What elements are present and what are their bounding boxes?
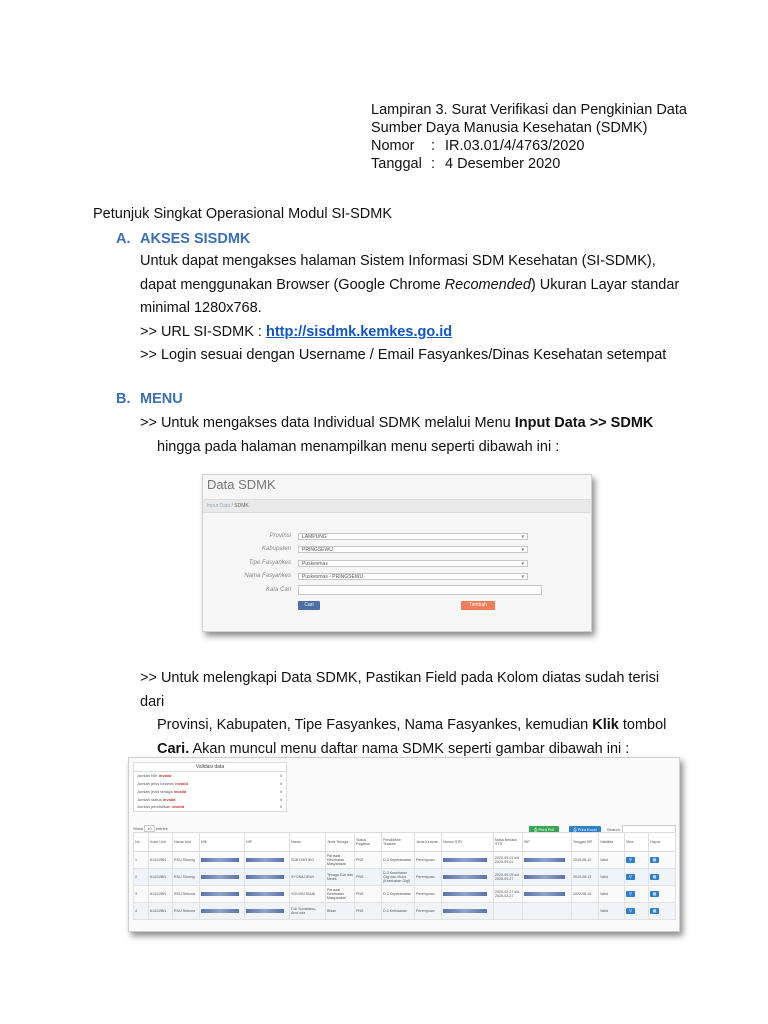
redacted-bar [246, 875, 284, 879]
cell-str-redacted [442, 886, 494, 903]
tanggal-label: Tanggal [371, 156, 422, 172]
table-header-row [134, 833, 676, 852]
section-a-letter: A. [116, 231, 131, 247]
cell-tgl-sip [572, 903, 599, 920]
kata-cari-label: Kata Cari [265, 587, 291, 593]
invalid-flag: invalid [162, 797, 176, 802]
section-a-line-2 [140, 274, 680, 298]
col-header[interactable]: Validitas [599, 833, 625, 852]
cell-sip-redacted [523, 852, 572, 869]
validasi-text: Jumlah jenis kelamin [137, 781, 176, 786]
cell-nip-redacted [245, 903, 290, 920]
validasi-count: 0 [280, 781, 283, 786]
cell-nama: YOUVIN SIANI [290, 886, 326, 903]
provinsi-label: Provinsi [269, 533, 291, 539]
redacted-bar [443, 909, 487, 913]
cell-nik-redacted [200, 903, 245, 920]
cell-nik-redacted [200, 886, 245, 903]
redacted-bar [524, 892, 565, 896]
table-row [134, 852, 676, 869]
col-header[interactable]: NIK [200, 833, 245, 852]
redacted-bar [443, 892, 487, 896]
menu-text: >> Untuk mengakses data Individual SDMK melalui Menu [140, 415, 515, 431]
tipe-fasyankes-label: Tipe Fasyankes [248, 560, 291, 566]
chevron-down-icon: ▾ [521, 574, 524, 580]
validasi-count: 0 [280, 773, 283, 778]
col-header[interactable]: Tanggal SIP [572, 833, 599, 852]
col-header[interactable]: Kode Unit [149, 833, 173, 852]
validasi-text: Jumlah pendidikan [137, 804, 172, 809]
data-sdmk-screenshot [202, 474, 592, 632]
sdmk-table [133, 832, 676, 920]
cell-no: 1 [134, 852, 149, 869]
breadcrumb [207, 503, 249, 509]
validasi-row [137, 804, 184, 809]
cell-view [625, 869, 649, 886]
table-row [134, 886, 676, 903]
print-icon: ⎙ [534, 827, 539, 832]
header-tanggal [371, 155, 687, 173]
cell-hapus [649, 903, 676, 920]
cell-jenis: Perawat Kesehatan Masyarakat [326, 852, 355, 869]
chevron-down-icon: ▾ [521, 561, 524, 567]
cell-jk: Perempuan [415, 852, 442, 869]
section-b-p2-line-2 [140, 714, 675, 738]
cell-unit: RSU Sebona [173, 903, 200, 920]
section-a-heading [116, 231, 250, 247]
breadcrumb-bar [203, 499, 591, 513]
url-line [140, 321, 680, 345]
cell-status: PNS [355, 886, 382, 903]
cell-validitas: Valid [599, 886, 625, 903]
cell-str-redacted [442, 903, 494, 920]
cell-sip-redacted [523, 869, 572, 886]
cell-status: PNS [355, 869, 382, 886]
table-row [134, 869, 676, 886]
cell-str-redacted [442, 869, 494, 886]
entries-control [133, 826, 168, 831]
cell-validitas: Valid [599, 869, 625, 886]
section-a-line-3: minimal 1280x768. [140, 300, 262, 316]
invalid-flag: invalid [173, 789, 187, 794]
sisdmk-url-link[interactable]: http://sisdmk.kemkes.go.id [265, 323, 453, 340]
nomor-value: IR.03.01/4/4763/2020 [445, 138, 585, 154]
col-header[interactable]: No [134, 833, 149, 852]
search-icon[interactable]: ⚲ [626, 891, 635, 897]
cell-nip-redacted [245, 886, 290, 903]
validasi-count: 0 [280, 804, 283, 809]
cell-status: PNS [355, 852, 382, 869]
cell-hapus [649, 886, 676, 903]
search-icon[interactable]: ⚲ [626, 874, 635, 880]
letter-header [371, 101, 687, 173]
entries-select[interactable]: 10 [144, 825, 154, 832]
redacted-bar [524, 875, 565, 879]
screenshot1-title: Data SDMK [207, 477, 276, 492]
validasi-count: 0 [280, 797, 283, 802]
validasi-panel [133, 762, 287, 812]
redacted-bar [524, 858, 565, 862]
tipe-fasyankes-value: Puskesmas [302, 561, 328, 567]
line2-text: dapat menggunakan Browser (Google Chrome [140, 276, 445, 293]
print-excel-label: Print Excel [577, 827, 597, 832]
cell-unit: RSU Siloong [173, 869, 200, 886]
header-nomor [371, 137, 687, 155]
kabupaten-value: PRINGSEWU [302, 547, 333, 553]
nama-fasyankes-label: Nama Fasyankes [244, 573, 291, 579]
cell-pendidikan: D-3 Kesehatan Gigi dan Mulut (Kesehatan Gigi) [382, 869, 415, 886]
p2-line3-text: Akan muncul menu daftar nama SDMK seperti gambar dibawah ini : [189, 740, 630, 757]
section-b-line-2: hingga pada halaman menampilkan menu seperti dibawah ini : [157, 438, 560, 455]
cell-pendidikan: D-3 Keperawatan [382, 852, 415, 869]
redacted-bar [201, 909, 239, 913]
kabupaten-label: Kabupaten [261, 546, 291, 552]
invalid-flag: invalid [175, 781, 188, 786]
header-line-2: Sumber Daya Manusia Kesehatan (SDMK) [371, 120, 648, 136]
cell-no: 4 [134, 903, 149, 920]
sdmk-list-screenshot [128, 757, 680, 932]
section-a-title: AKSES SISDMK [140, 231, 251, 247]
cell-unit: RSU Siloong [173, 852, 200, 869]
recomended-italic: Recomended [444, 276, 531, 293]
section-b-heading [116, 391, 183, 407]
section-b-para-1 [140, 412, 680, 459]
nama-fasyankes-select[interactable] [298, 573, 528, 580]
cell-hapus [649, 852, 676, 869]
cell-kode: 6141/2BN [149, 852, 173, 869]
cell-masa: 2020-03-27 s/d 2025-03-27 [494, 886, 523, 903]
validasi-row [137, 797, 175, 802]
breadcrumb-current: SDMK [234, 503, 249, 509]
redacted-bar [443, 875, 487, 879]
cell-pendidikan: D-3 Kebidanan [382, 903, 415, 920]
trash-icon[interactable]: ▦ [650, 908, 659, 914]
nomor-colon: : [431, 138, 436, 154]
p2-line2-text: Provinsi, Kabupaten, Tipe Fasyankes, Nama Fasyankes, kemudian [157, 717, 593, 733]
cell-jenis: Tenaga Gizi dan Medis [326, 869, 355, 886]
header-line-1: Lampiran 3. Surat Verifikasi dan Pengkinian Data [371, 102, 687, 118]
cell-view [625, 903, 649, 920]
section-b-p2-line-1: >> Untuk melengkapi Data SDMK, Pastikan Field pada Kolom diatas sudah terisi dari [140, 670, 660, 710]
validasi-text: Jumlah jenis tenaga [137, 789, 174, 794]
menu-arrow: >> [585, 415, 611, 431]
trash-icon[interactable]: ▦ [650, 857, 659, 863]
kabupaten-select[interactable] [298, 546, 528, 553]
section-b-para-2 [140, 667, 675, 761]
line2-text-end: ) Ukuran Layar standar [530, 276, 680, 293]
invalid-flag: invalid [158, 773, 172, 778]
url-label: >> URL SI-SDMK : [140, 323, 266, 340]
print-icon: ⎙ [573, 827, 578, 832]
cari-bold: Cari. [157, 740, 190, 757]
klik-bold: Klik [592, 717, 619, 733]
cell-validitas: Valid [599, 903, 625, 920]
invalid-flag: invalid [171, 804, 185, 809]
col-header[interactable]: Jenis Tenaga [326, 833, 355, 852]
cell-tgl-sip: 2019-08-13 [572, 869, 599, 886]
cell-jk: Perempuan [415, 903, 442, 920]
col-header[interactable]: Nama Unit [173, 833, 200, 852]
cell-tgl-sip: 2019-06-12 [572, 852, 599, 869]
cell-jenis: Perawat Kesehatan Masyarakat [326, 886, 355, 903]
section-a-line-1: Untuk dapat mengakses halaman Sistem Informasi SDM Kesehatan (SI-SDMK), [140, 253, 656, 269]
cell-kode: 6141/2BN [149, 869, 173, 886]
cell-view [625, 852, 649, 869]
cell-nip-redacted [245, 852, 290, 869]
nama-fasyankes-value: Puskesmas - PRINGSEWU [302, 574, 364, 580]
col-header[interactable]: NIP [245, 833, 290, 852]
validasi-title: Validasi data [134, 763, 286, 772]
tanggal-value: 4 Desember 2020 [445, 156, 561, 172]
cell-jenis: Bidan [326, 903, 355, 920]
search-label: Search: [607, 827, 621, 832]
validasi-row [137, 773, 171, 778]
provinsi-value: LAMPUNG [302, 534, 327, 540]
cell-jk: Perempuan [415, 869, 442, 886]
col-header[interactable]: Hapus [649, 833, 676, 852]
print-pdf-label: Print Pdf [538, 827, 554, 832]
validasi-row [137, 789, 186, 794]
entries-label: entries [155, 826, 168, 831]
col-header[interactable]: Status Pegawai [355, 833, 382, 852]
breadcrumb-home[interactable]: Input Data [207, 503, 231, 509]
col-header[interactable]: Nomor STR [442, 833, 494, 852]
tanggal-colon: : [431, 156, 436, 172]
redacted-bar [201, 875, 239, 879]
validasi-row [137, 781, 188, 786]
redacted-bar [443, 858, 487, 862]
cell-validitas: Valid [599, 852, 625, 869]
trash-icon[interactable]: ▦ [650, 891, 659, 897]
cell-no: 3 [134, 886, 149, 903]
validasi-count: 0 [280, 789, 283, 794]
cell-str-redacted [442, 852, 494, 869]
cell-nama: CUI Sumidamu, Amd sda [290, 903, 326, 920]
redacted-bar [201, 892, 239, 896]
cell-masa [494, 903, 523, 920]
search-icon[interactable]: ⚲ [626, 857, 635, 863]
cell-pendidikan: D-3 Keperawatan [382, 886, 415, 903]
cell-nama: SUBYANTIKO [290, 852, 326, 869]
cell-masa: 2020-09-05 s/d 2025-09-27 [494, 869, 523, 886]
table-row [134, 903, 676, 920]
tambah-button[interactable]: Tambah [461, 601, 495, 610]
col-header[interactable]: SIP [523, 833, 572, 852]
login-line: >> Login sesuai dengan Username / Email Fasyankes/Dinas Kesehatan setempat [140, 347, 667, 363]
cell-sip-redacted [523, 886, 572, 903]
search-icon[interactable]: ⚲ [626, 908, 635, 914]
cell-nik-redacted [200, 852, 245, 869]
cell-kode: 6141/2BN [149, 886, 173, 903]
cell-tgl-sip: 2022-06-16 [572, 886, 599, 903]
section-b-line-1 [140, 412, 680, 436]
cell-nama: SYONA DEWI [290, 869, 326, 886]
input-data-bold: Input Data [514, 415, 586, 431]
redacted-bar [246, 892, 284, 896]
cell-status: PNS [355, 903, 382, 920]
intro-heading: Petunjuk Singkat Operasional Modul SI-SDMK [93, 206, 393, 222]
cell-nip-redacted [245, 869, 290, 886]
cell-view [625, 886, 649, 903]
kata-cari-input[interactable] [298, 585, 542, 595]
validasi-text: Jumlah NIK [137, 773, 159, 778]
chevron-down-icon: ▾ [521, 547, 524, 553]
cell-nik-redacted [200, 869, 245, 886]
validasi-text: Jumlah status [137, 797, 163, 802]
cell-no: 2 [134, 869, 149, 886]
col-header[interactable]: Pendidikan Terakhir [382, 833, 415, 852]
chevron-down-icon: ▾ [521, 534, 524, 540]
show-label: Show [133, 826, 144, 831]
trash-icon[interactable]: ▦ [650, 874, 659, 880]
p2-line2-end: tombol [618, 717, 667, 733]
cell-hapus [649, 869, 676, 886]
tipe-fasyankes-select[interactable] [298, 560, 528, 567]
breadcrumb-sep: / [231, 503, 233, 509]
provinsi-select[interactable] [298, 533, 528, 540]
cell-masa: 2020-09-01 s/d 2025-09-01 [494, 852, 523, 869]
section-b-letter: B. [116, 391, 131, 407]
col-header[interactable]: Masa Berlaku STR [494, 833, 523, 852]
cari-button[interactable]: Cari [298, 601, 320, 610]
section-b-title: MENU [140, 391, 183, 407]
redacted-bar [246, 909, 284, 913]
redacted-bar [246, 858, 284, 862]
cell-unit: RSU Sebona [173, 886, 200, 903]
cell-jk: Perempuan [415, 886, 442, 903]
col-header[interactable]: Jenis Kelamin [415, 833, 442, 852]
nomor-label: Nomor [371, 138, 415, 154]
col-header[interactable]: View [625, 833, 649, 852]
cell-sip-redacted [523, 903, 572, 920]
section-a-body [140, 250, 680, 368]
cell-kode: 6141/2BN [149, 903, 173, 920]
redacted-bar [201, 858, 239, 862]
col-header[interactable]: Nama [290, 833, 326, 852]
sdmk-bold: SDMK [610, 415, 654, 431]
